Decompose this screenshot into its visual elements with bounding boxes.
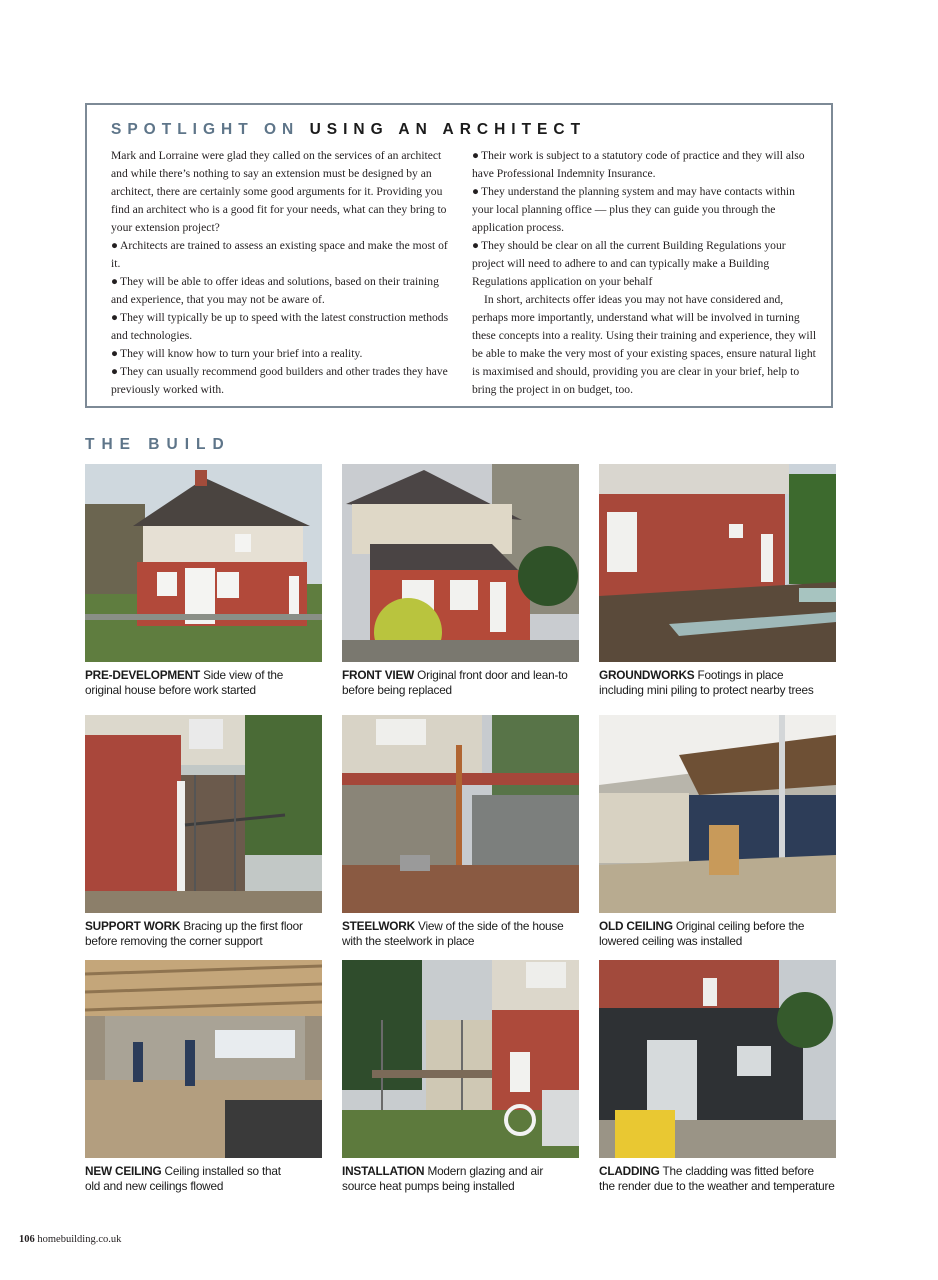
bullet-item xyxy=(111,309,451,345)
caption-title: INSTALLATION xyxy=(342,1164,425,1178)
caption-text-line1: View of the side of the house xyxy=(418,919,564,933)
bullet-dot-icon: ● xyxy=(472,239,480,252)
photo-caption xyxy=(599,668,836,698)
photo-installation xyxy=(342,960,579,1158)
bullet-dot-icon: ● xyxy=(111,239,119,252)
photo-tile-new-ceiling xyxy=(85,960,322,1194)
photo-tile-steelwork xyxy=(342,715,579,949)
bullet-text: They will know how to turn your brief into a reality. xyxy=(120,347,363,360)
caption-text-line2: including mini piling to protect nearby trees xyxy=(599,683,814,697)
photo-tile-old-ceiling xyxy=(599,715,836,949)
bullet-dot-icon: ● xyxy=(472,149,480,162)
caption-text-line2: the render due to the weather and temperature xyxy=(599,1179,835,1193)
bullet-item xyxy=(111,345,451,363)
photo-steelwork xyxy=(342,715,579,913)
spotlight-right-column xyxy=(472,147,818,399)
spotlight-heading xyxy=(111,121,586,139)
bullet-item xyxy=(472,237,818,291)
bullet-item xyxy=(111,273,451,309)
photo-caption xyxy=(342,1164,579,1194)
caption-title: CLADDING xyxy=(599,1164,660,1178)
caption-title: FRONT VIEW xyxy=(342,668,415,682)
caption-text-line1: Modern glazing and air xyxy=(427,1164,544,1178)
caption-title: STEELWORK xyxy=(342,919,415,933)
bullet-text: They should be clear on all the current Building Regulations your project will need to adhere to and can typically make a Building Regulations application on your behalf xyxy=(472,239,786,288)
bullet-text: They will be able to offer ideas and solutions, based on their training and experience, that you may not be aware of. xyxy=(111,275,439,306)
bullet-text: Architects are trained to assess an existing space and make the most of it. xyxy=(111,239,448,270)
caption-text-line2: source heat pumps being installed xyxy=(342,1179,515,1193)
spotlight-topic: USING AN ARCHITECT xyxy=(309,121,587,138)
bullet-text: Their work is subject to a statutory code of practice and they will also have Professional Indemnity Insurance. xyxy=(472,149,805,180)
caption-text-line1: Original ceiling before the xyxy=(675,919,805,933)
spotlight-intro: Mark and Lorraine were glad they called on the services of an architect and while there’s nothing to say an extension must be designed by an architect, there are certainly some good arguments for it. Providing you find an architect who is a good fit for your needs, what can they bring to your extension project? xyxy=(111,149,447,234)
spotlight-left-column xyxy=(111,147,451,399)
photo-old-ceiling xyxy=(599,715,836,913)
section-title: THE BUILD xyxy=(85,436,231,453)
caption-text-line2: before being replaced xyxy=(342,683,452,697)
page-number: 106 xyxy=(19,1234,35,1245)
bullet-item xyxy=(472,147,818,183)
photo-tile-cladding xyxy=(599,960,836,1194)
caption-text-line2: with the steelwork in place xyxy=(342,934,475,948)
bullet-item xyxy=(111,363,451,399)
photo-caption xyxy=(599,1164,836,1194)
spotlight-box xyxy=(85,103,833,408)
photo-tile-groundworks xyxy=(599,464,836,698)
photo-groundworks xyxy=(599,464,836,662)
photo-caption xyxy=(85,668,322,698)
caption-title: SUPPORT WORK xyxy=(85,919,181,933)
caption-title: OLD CEILING xyxy=(599,919,673,933)
bullet-item xyxy=(111,237,451,273)
photo-caption xyxy=(599,919,836,949)
spotlight-closing: In short, architects offer ideas you may not have considered and, perhaps more importantly, understand what will be involved in turning these concepts into a reality. Using their training and experience, they will be able to make the very most of your existing spaces, ensure natural light is maximised and should, providing you are clear in your brief, help to bring the project in on budget, too. xyxy=(472,293,817,396)
photo-pre-development xyxy=(85,464,322,662)
photo-front-view xyxy=(342,464,579,662)
caption-text-line1: Bracing up the first floor xyxy=(183,919,303,933)
photo-caption xyxy=(85,1164,322,1194)
bullet-dot-icon: ● xyxy=(472,185,480,198)
photo-tile-support-work xyxy=(85,715,322,949)
page-footer xyxy=(19,1234,121,1245)
photo-cladding xyxy=(599,960,836,1158)
caption-text-line1: Original front door and lean-to xyxy=(417,668,568,682)
bullet-item xyxy=(472,183,818,237)
spotlight-kicker: SPOTLIGHT ON xyxy=(111,121,300,138)
bullet-dot-icon: ● xyxy=(111,365,119,378)
photo-new-ceiling xyxy=(85,960,322,1158)
caption-text-line2: before removing the corner support xyxy=(85,934,263,948)
bullet-dot-icon: ● xyxy=(111,275,119,288)
caption-text-line1: Footings in place xyxy=(697,668,784,682)
bullet-dot-icon: ● xyxy=(111,347,119,360)
photo-caption xyxy=(85,919,322,949)
photo-tile-installation xyxy=(342,960,579,1194)
caption-text-line2: old and new ceilings flowed xyxy=(85,1179,224,1193)
caption-text-line2: lowered ceiling was installed xyxy=(599,934,743,948)
footer-website: homebuilding.co.uk xyxy=(37,1234,122,1245)
photo-caption xyxy=(342,919,579,949)
caption-text-line1: Side view of the xyxy=(203,668,284,682)
bullet-dot-icon: ● xyxy=(111,311,119,324)
photo-caption xyxy=(342,668,579,698)
caption-title: PRE-DEVELOPMENT xyxy=(85,668,200,682)
photo-support-work xyxy=(85,715,322,913)
bullet-text: They can usually recommend good builders and other trades they have previously worked with. xyxy=(111,365,448,396)
bullet-text: They understand the planning system and may have contacts within your local planning office — plus they can guide you through the application process. xyxy=(472,185,795,234)
photo-tile-front-view xyxy=(342,464,579,698)
caption-title: GROUNDWORKS xyxy=(599,668,695,682)
caption-text-line1: The cladding was fitted before xyxy=(662,1164,814,1178)
caption-text-line2: original house before work started xyxy=(85,683,256,697)
caption-title: NEW CEILING xyxy=(85,1164,162,1178)
caption-text-line1: Ceiling installed so that xyxy=(164,1164,281,1178)
bullet-text: They will typically be up to speed with the latest construction methods and technologies. xyxy=(111,311,449,342)
photo-tile-pre-development xyxy=(85,464,322,698)
